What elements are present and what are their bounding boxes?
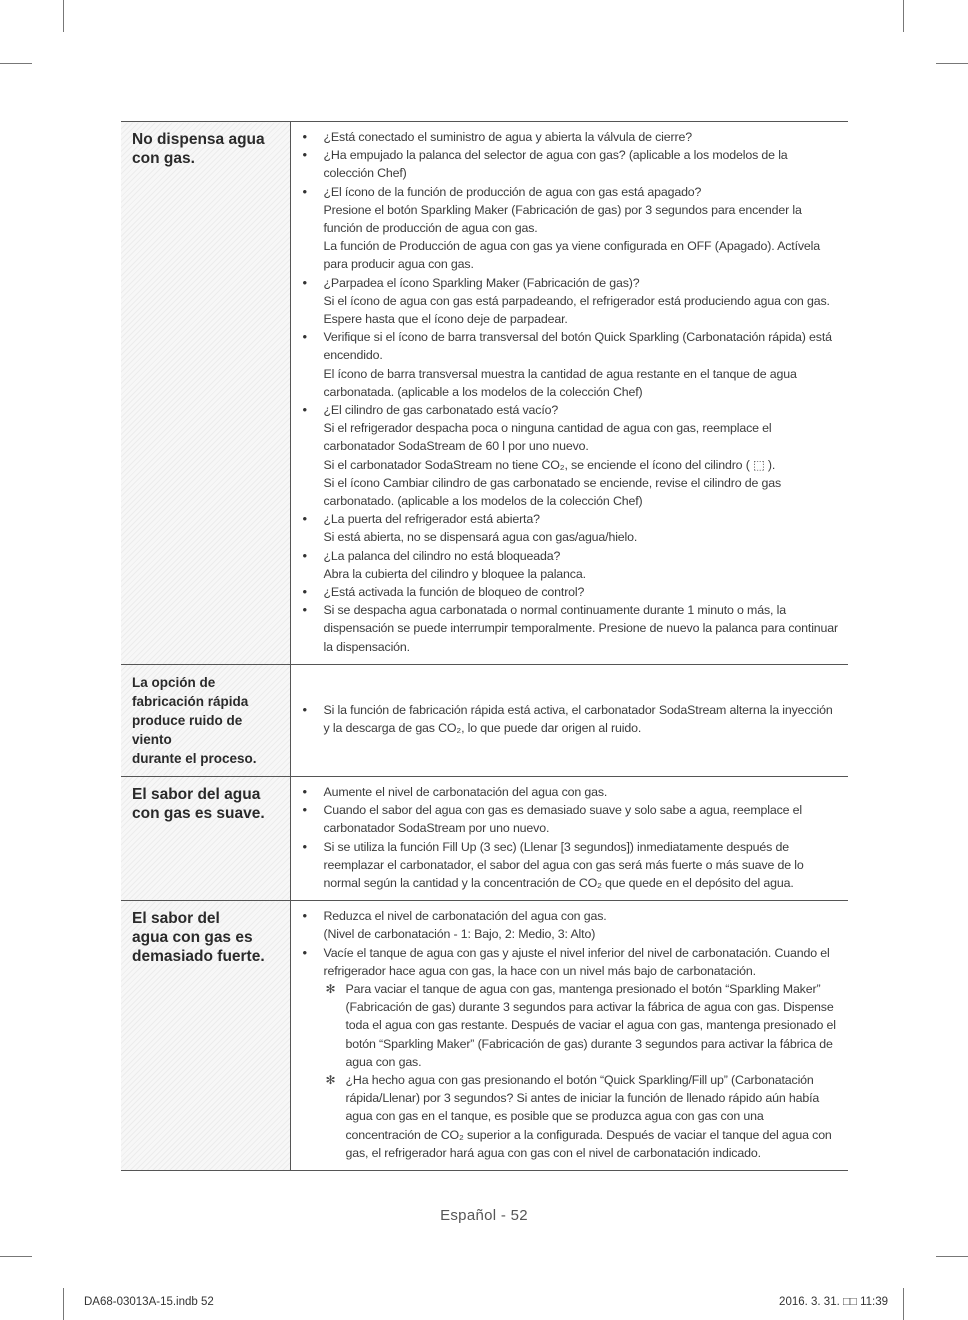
crop-mark xyxy=(0,1256,32,1257)
print-file-info: DA68-03013A-15.indb 52 xyxy=(84,1296,214,1308)
crop-mark xyxy=(903,1288,904,1320)
problem-line: El sabor del agua xyxy=(132,785,261,803)
solution-list xyxy=(303,128,841,656)
note-text: Para vaciar el tanque de agua con gas, mantenga presionado el botón “Sparkling Maker” (Fabricación de gas) durante 3 segundos para activar la fábrica de agua con gas. Dispense toda el agua con gas restante. Después de vaciar el agua con gas, mantenga presionado el botón “Sparkling Maker” (Fabricación de gas) durante 3 segundos para activar la fábrica de agua con gas. xyxy=(345,981,836,1069)
troubleshooting-table xyxy=(121,121,848,1171)
solution-text: Aumente el nivel de carbonatación del agua con gas. xyxy=(323,784,608,799)
problem-line: agua con gas es xyxy=(132,929,253,947)
solution-text: ¿Parpadea el ícono Sparkling Maker (Fabricación de gas)? xyxy=(323,275,640,290)
note-item xyxy=(324,980,841,1071)
solution-cell xyxy=(290,664,848,776)
solution-detail: Si el refrigerador despacha poca o ninguna cantidad de agua con gas, reemplace el carbonatador SodaStream de 60 l por uno nuevo. xyxy=(323,421,772,454)
problem-line: demasiado fuerte. xyxy=(132,948,265,966)
solution-item xyxy=(303,944,841,1162)
solution-text: ¿Ha empujado la palanca del selector de agua con gas? (aplicable a los modelos de la colección Chef) xyxy=(323,148,788,181)
troubleshooting-row xyxy=(121,664,848,776)
solution-text: ¿Está conectado el suministro de agua y abierta la válvula de cierre? xyxy=(323,130,692,144)
solution-text: ¿Está activada la función de bloqueo de control? xyxy=(323,585,585,600)
troubleshooting-row xyxy=(121,122,848,665)
solution-list xyxy=(303,907,841,1162)
troubleshooting-row xyxy=(121,776,848,900)
problem-cell xyxy=(121,901,290,1171)
problem-line: El sabor del xyxy=(132,910,220,928)
solution-item xyxy=(303,547,841,583)
problem-cell xyxy=(121,122,290,665)
solution-item xyxy=(303,838,841,893)
solution-item xyxy=(303,701,841,737)
solution-text: Si se despacha agua carbonatada o normal continuamente durante 1 minuto o más, la dispensación se puede interrumpir temporalmente. Presione de nuevo la palanca para continuar la dispensación. xyxy=(323,603,839,654)
solution-detail: (Nivel de carbonatación - 1: Bajo, 2: Medio, 3: Alto) xyxy=(323,927,596,942)
crop-mark xyxy=(936,1256,968,1257)
solution-text: Si la función de fabricación rápida está activa, el carbonatador SodaStream alterna la inyección y la descarga de gas CO₂, lo que puede dar origen al ruido. xyxy=(323,703,833,736)
problem-line: durante el proceso. xyxy=(132,750,257,766)
solution-detail: Si el ícono Cambiar cilindro de gas carbonatado se enciende, revise el cilindro de gas carbonatado. (aplicable a los modelos de la colección Chef) xyxy=(323,475,782,509)
solution-item xyxy=(303,583,841,601)
print-date-info: 2016. 3. 31. □□ 11:39 xyxy=(779,1296,888,1308)
solution-detail: Si está abierta, no se dispensará agua con gas/agua/hielo. xyxy=(323,530,638,545)
solution-detail: La función de Producción de agua con gas ya viene configurada en OFF (Apagado). Actívela para producir agua con gas. xyxy=(323,239,821,272)
solution-text: ¿La palanca del cilindro no está bloqueada? xyxy=(323,548,561,563)
solution-text: ¿La puerta del refrigerador está abierta? xyxy=(323,512,540,527)
solution-cell xyxy=(290,776,848,900)
solution-list xyxy=(303,783,841,892)
solution-detail: Si el carbonatador SodaStream no tiene CO₂, se enciende el ícono del cilindro ( ⬚ ). xyxy=(323,457,776,472)
solution-detail: El ícono de barra transversal muestra la cantidad de agua restante en el tanque de agua carbonatada. (aplicable a los modelos de la colección Chef) xyxy=(323,366,797,399)
solution-item xyxy=(303,801,841,837)
crop-mark xyxy=(63,1288,64,1320)
problem-line: con gas. xyxy=(132,150,195,167)
solution-text: ¿El cilindro de gas carbonatado está vacío? xyxy=(323,403,559,418)
solution-item xyxy=(303,510,841,546)
solution-item xyxy=(303,128,841,146)
solution-item xyxy=(303,907,841,943)
solution-text: Reduzca el nivel de carbonatación del agua con gas. xyxy=(323,909,607,924)
note-asterisk-icon: ✻ xyxy=(325,981,336,996)
solution-item xyxy=(303,328,841,401)
solution-detail: Presione el botón Sparkling Maker (Fabricación de gas) por 3 segundos para encender la función de producción de agua con gas. xyxy=(323,202,802,236)
solution-detail: Abra la cubierta del cilindro y bloquee la palanca. xyxy=(323,566,586,581)
crop-mark xyxy=(0,63,32,64)
note-list xyxy=(324,980,841,1162)
solution-cell xyxy=(290,901,848,1171)
problem-line: produce ruido de viento xyxy=(132,712,243,747)
solution-list xyxy=(303,701,841,737)
page-footer: Español - 52 xyxy=(440,1207,528,1224)
problem-line: con gas es suave. xyxy=(132,804,265,822)
problem-cell xyxy=(121,664,290,776)
solution-item xyxy=(303,274,841,329)
problem-line: No dispensa agua xyxy=(132,131,265,148)
solution-item xyxy=(303,783,841,801)
crop-mark xyxy=(936,63,968,64)
problem-cell xyxy=(121,776,290,900)
solution-text: Si se utiliza la función Fill Up (3 sec) (Llenar [3 segundos]) inmediatamente después de reemplazar el carbonatador, el sabor del agua con gas será más fuerte o más suave de lo normal según la cantidad y la concentración de CO₂ que quede en el depósito del agua. xyxy=(323,839,804,890)
note-asterisk-icon: ✻ xyxy=(325,1072,336,1087)
solution-item xyxy=(303,401,841,510)
solution-text: Vacíe el tanque de agua con gas y ajuste el nivel inferior del nivel de carbonatación. Cuando el refrigerador hace agua con gas, la hace con un nivel más bajo de carbonatación. xyxy=(323,945,830,978)
solution-cell xyxy=(290,122,848,665)
solution-text: Cuando el sabor del agua con gas es demasiado suave y solo sabe a agua, reemplace el carbonatador SodaStream por uno nuevo. xyxy=(323,803,803,836)
solution-text: Verifique si el ícono de barra transversal del botón Quick Sparkling (Carbonatación rápida) está encendido. xyxy=(323,330,832,363)
solution-item xyxy=(303,601,841,656)
crop-mark xyxy=(903,0,904,32)
crop-mark xyxy=(63,0,64,32)
solution-text: ¿El ícono de la función de producción de agua con gas está apagado? xyxy=(323,184,702,199)
solution-detail: Si el ícono de agua con gas está parpadeando, el refrigerador está produciendo agua con gas. Espere hasta que el ícono deje de parpadear. xyxy=(323,293,830,327)
problem-line: La opción de xyxy=(132,674,216,690)
solution-item xyxy=(303,183,841,274)
problem-line: fabricación rápida xyxy=(132,693,249,709)
note-text: ¿Ha hecho agua con gas presionando el botón “Quick Sparkling/Fill up” (Carbonatación rápida/Llenar) por 3 segundos? Si antes de iniciar la función de llenado rápido aún había agua con gas en el tanque, es posible que se produzca agua con gas con una concentración de CO₂ superior a la configurada. Después de vaciar el tanque del agua con gas, el refrigerador hará agua con gas con el nivel de carbonatación indicado. xyxy=(345,1072,832,1160)
troubleshooting-row xyxy=(121,901,848,1171)
solution-item xyxy=(303,146,841,182)
note-item xyxy=(324,1071,841,1162)
